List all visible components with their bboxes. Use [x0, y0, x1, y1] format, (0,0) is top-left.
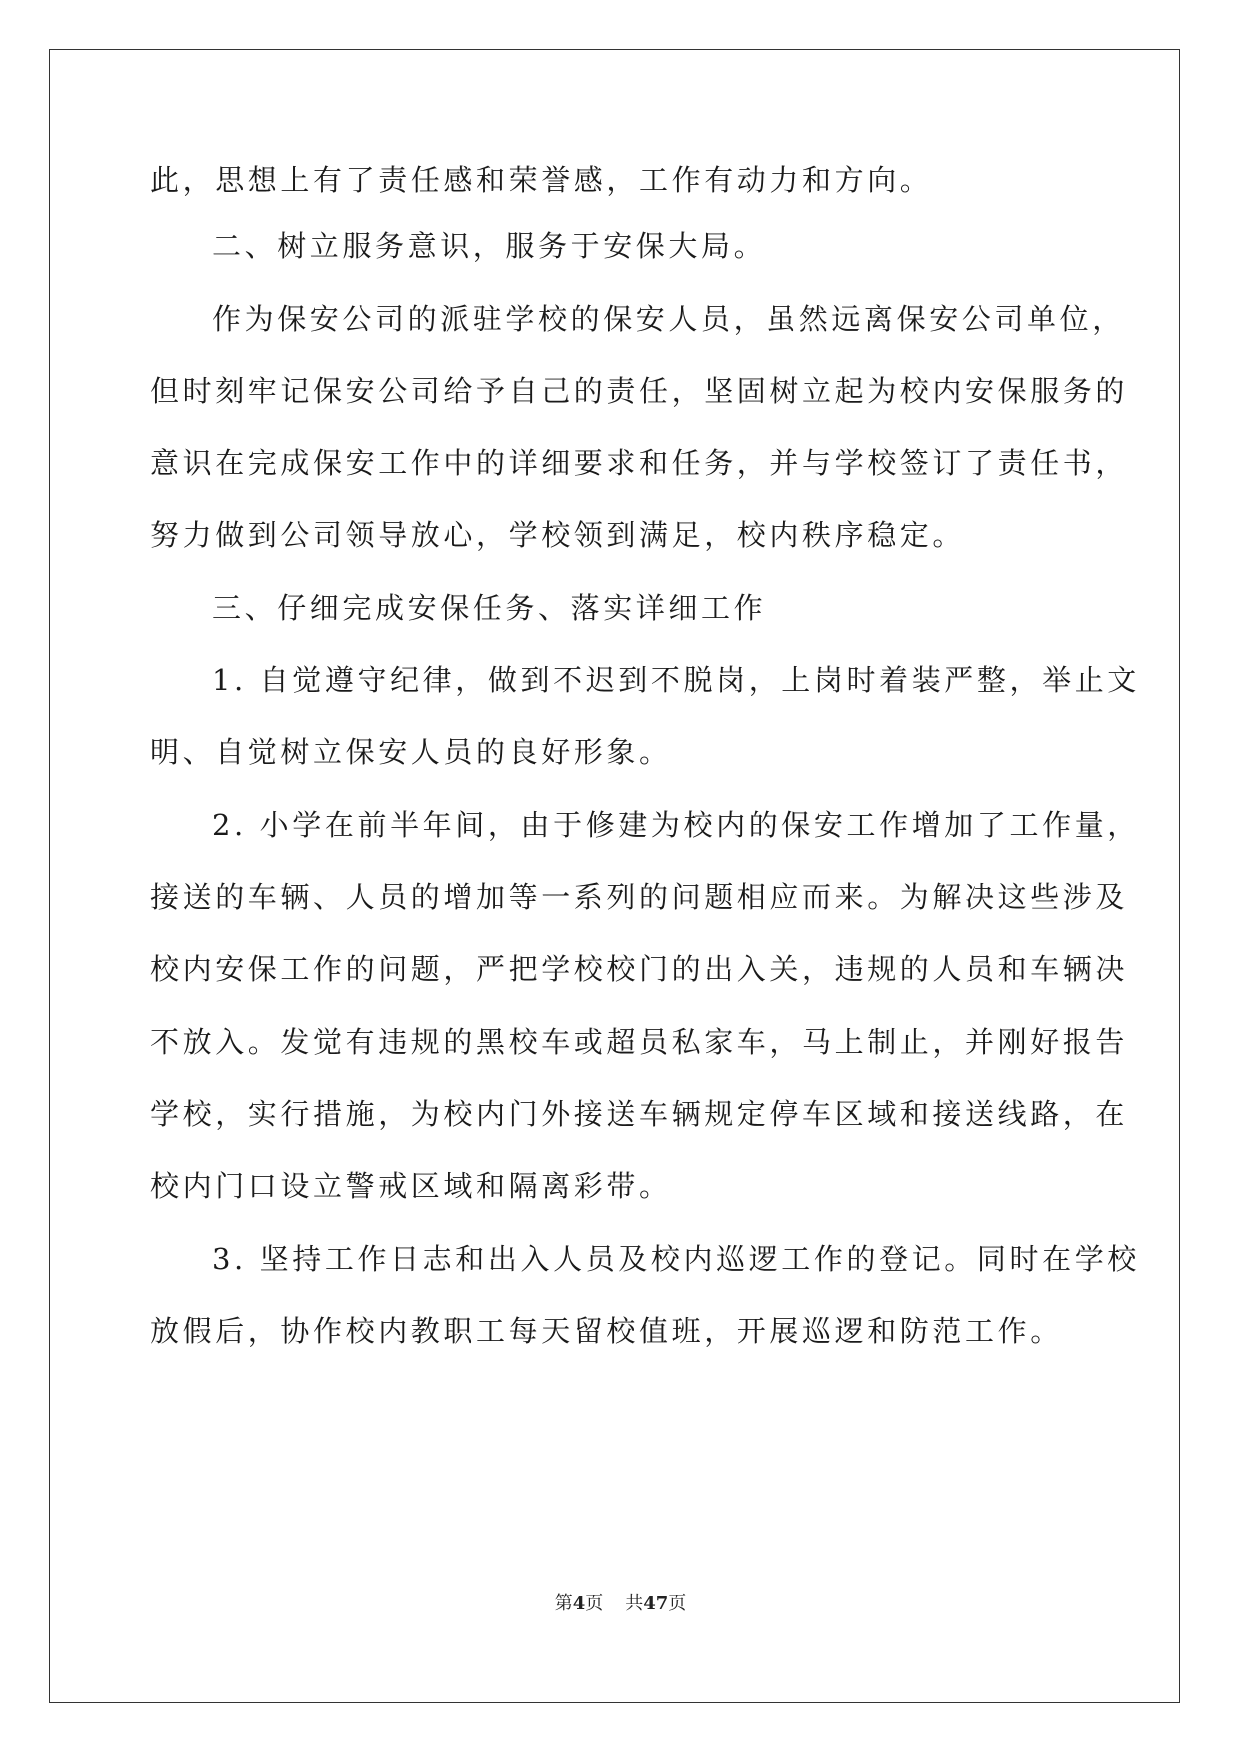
text-line: 接送的车辆、人员的增加等一系列的问题相应而来。为解决这些涉及 — [150, 880, 1129, 914]
page-number: 4 — [572, 1593, 586, 1614]
text-line: 校内门口设立警戒区域和隔离彩带。 — [150, 1169, 672, 1203]
text-line: 但时刻牢记保安公司给予自己的责任，坚固树立起为校内安保服务的 — [150, 374, 1129, 408]
total-suffix: 页 — [668, 1593, 687, 1614]
text-line: 明、自觉树立保安人员的良好形象。 — [150, 735, 672, 769]
text-line: 不放入。发觉有违规的黑校车或超员私家车，马上制止，并刚好报告 — [150, 1025, 1129, 1059]
text-line: 1. 自觉遵守纪律，做到不迟到不脱岗，上岗时着装严整，举止文 — [212, 663, 1140, 697]
page-prefix: 第 — [554, 1593, 573, 1614]
text-line: 校内安保工作的问题，严把学校校门的出入关，违规的人员和车辆决 — [150, 952, 1129, 986]
total-prefix: 共 — [625, 1593, 644, 1614]
text-line: 2. 小学在前半年间，由于修建为校内的保安工作增加了工作量， — [212, 808, 1140, 842]
text-line: 作为保安公司的派驻学校的保安人员，虽然远离保安公司单位， — [212, 302, 1125, 336]
text-line: 此，思想上有了责任感和荣誉感，工作有动力和方向。 — [150, 163, 933, 197]
text-line: 放假后，协作校内教职工每天留校值班，开展巡逻和防范工作。 — [150, 1314, 1063, 1348]
page-border — [49, 49, 1180, 1703]
text-line: 3. 坚持工作日志和出入人员及校内巡逻工作的登记。同时在学校 — [212, 1242, 1140, 1276]
text-line: 努力做到公司领导放心，学校领到满足，校内秩序稳定。 — [150, 518, 966, 552]
section-heading: 三、仔细完成安保任务、落实详细工作 — [212, 591, 767, 625]
text-line: 意识在完成保安工作中的详细要求和任务，并与学校签订了责任书， — [150, 446, 1129, 480]
text-line: 学校，实行措施，为校内门外接送车辆规定停车区域和接送线路，在 — [150, 1097, 1129, 1131]
section-heading: 二、树立服务意识，服务于安保大局。 — [212, 229, 767, 263]
page-suffix: 页 — [585, 1593, 604, 1614]
page-footer — [0, 1592, 1241, 1616]
total-pages: 47 — [643, 1593, 669, 1614]
